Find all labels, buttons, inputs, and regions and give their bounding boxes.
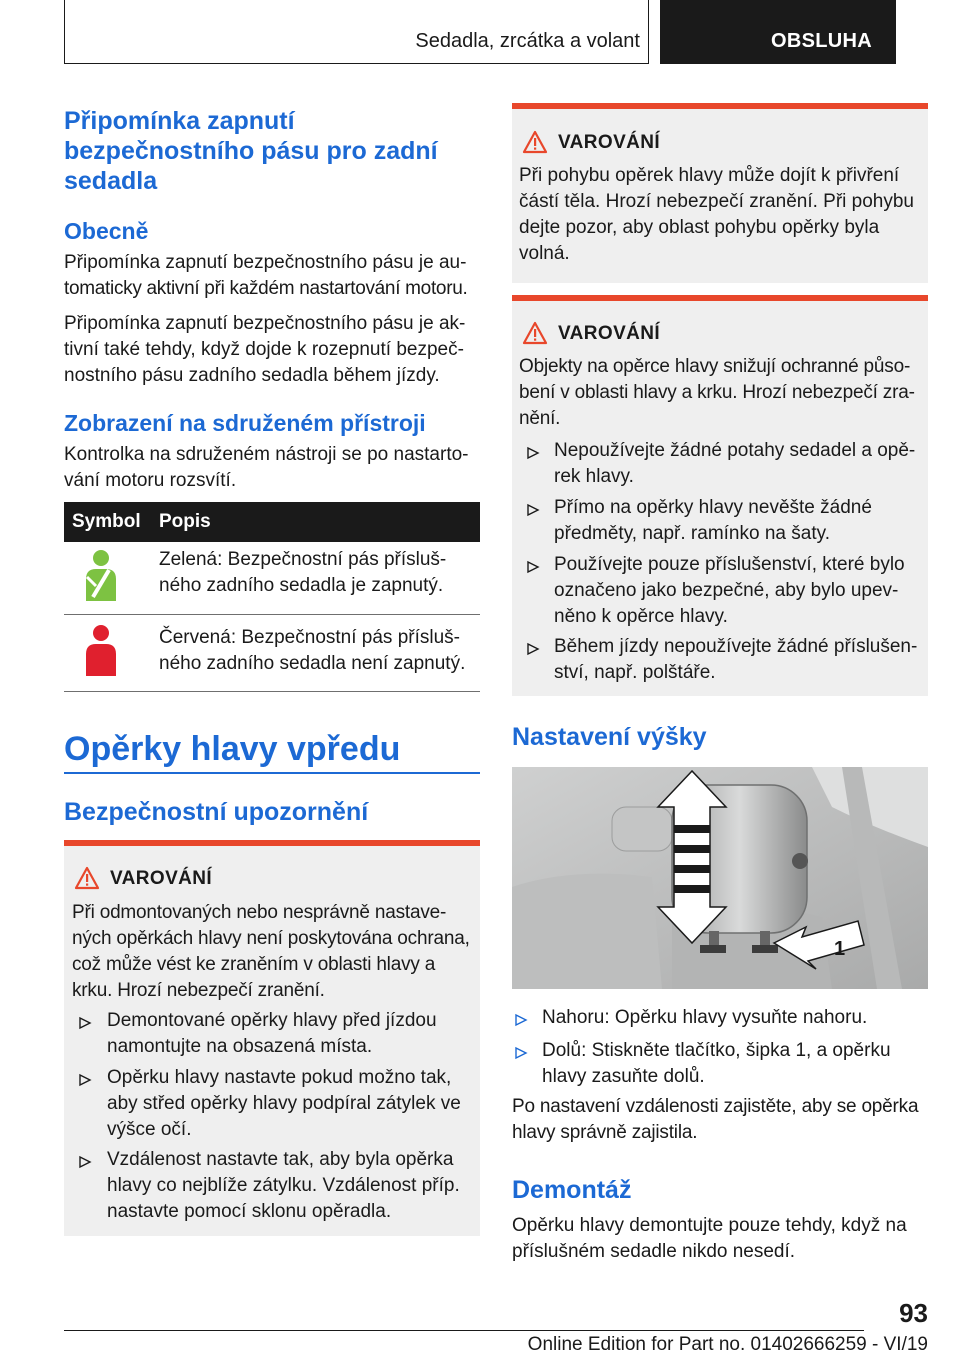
bullet-triangle-icon: [78, 1073, 92, 1087]
text-line: ných opěrkách hlavy není poskytována ochrana,: [72, 928, 470, 949]
text-line: nění.: [519, 408, 561, 429]
text-line: předměty, např. ramínko na šaty.: [554, 523, 830, 544]
text-line: krku. Hrozí nebezpečí zranění.: [72, 980, 325, 1001]
paragraph-removal: [512, 1213, 932, 1265]
paragraph-display: [64, 442, 484, 494]
warning-triangle-icon: [522, 130, 548, 154]
text-line: Používejte pouze příslušenství, které bylo: [554, 554, 905, 575]
text-line: ného zadního sedadla není zapnutý.: [159, 653, 466, 674]
text-line: hlavy co nejblíže zátylku. Vzdálenost příp.: [107, 1175, 460, 1196]
warning-title: VAROVÁNÍ: [110, 868, 213, 889]
chapter-underline: [64, 772, 480, 774]
warning-triangle-icon: [74, 866, 100, 890]
warning-triangle-icon: [522, 321, 548, 345]
warning-bullet-3: [107, 1147, 477, 1225]
symbol-table-header: [64, 502, 480, 542]
text-line: hlavy zasuňte dolů.: [542, 1066, 705, 1087]
text-line: což může vést ke zraněním v oblasti hlavy a: [72, 954, 436, 975]
text-line: tivní také tehdy, když dojde k rozepnutí bezpeč-: [64, 339, 464, 360]
table-row-red-desc: [159, 625, 479, 677]
text-line: příslušném sedadle nikdo nesedí.: [512, 1241, 796, 1262]
text-line: ství, např. polštáře.: [554, 662, 716, 683]
heading-general: Obecně: [64, 218, 149, 244]
section-title-seatbelt-reminder: [64, 106, 438, 196]
text-line: částí těla. Hrozí nebezpečí zranění. Při pohybu: [519, 191, 914, 212]
bullet-triangle-icon: [78, 1016, 92, 1030]
text-line: označeno jako bezpečné, aby bylo upev-: [554, 580, 899, 601]
title-line: Připomínka zapnutí: [64, 107, 295, 135]
footer-edition: Online Edition for Part no. 01402666259 - VI/19: [527, 1334, 928, 1355]
text-line: Červená: Bezpečnostní pás přísluš-: [159, 627, 460, 648]
warning-bullet-2: [107, 1065, 477, 1143]
heading-removal: Demontáž: [512, 1176, 632, 1204]
seatbelt-unfastened-icon: [84, 624, 118, 678]
heading-safety-notes: Bezpečnostní upozornění: [64, 798, 369, 826]
paragraph-general-1: [64, 250, 484, 302]
text-line: rek hlavy.: [554, 466, 634, 487]
title-line: sedadla: [64, 167, 158, 195]
warning-bullet-3: [554, 552, 926, 630]
header-section-title: Sedadla, zrcátka a volant: [415, 30, 640, 52]
text-line: tomaticky aktivní při každém nastartování motoru.: [64, 278, 468, 299]
bullet-triangle-icon: [514, 1013, 528, 1027]
text-line: hlavy správně zajistila.: [512, 1122, 698, 1143]
warning-title: VAROVÁNÍ: [558, 132, 661, 153]
text-line: něno k opěrce hlavy.: [554, 606, 728, 627]
heading-height-adjustment: Nastavení výšky: [512, 723, 707, 751]
warning-title: VAROVÁNÍ: [558, 323, 661, 344]
column-header-description: Popis: [159, 511, 211, 532]
text-line: výšce očí.: [107, 1119, 192, 1140]
text-line: nastavte pomocí sklonu opěradla.: [107, 1201, 392, 1222]
text-line: ného zadního sedadla je zapnutý.: [159, 575, 444, 596]
text-line: Demontované opěrky hlavy před jízdou: [107, 1010, 437, 1031]
text-line: Objekty na opěrce hlavy snižují ochranné půso-: [519, 356, 911, 377]
text-line: Zelená: Bezpečnostní pás přísluš-: [159, 549, 447, 570]
pointing-hand-icon: [896, 26, 920, 54]
text-line: vání motoru rozsvítí.: [64, 470, 237, 491]
warning-bullet-1: [554, 438, 926, 490]
warning-body: [519, 163, 925, 267]
bullet-triangle-icon: [526, 446, 540, 460]
text-line: Při odmontovaných nebo nesprávně nastave-: [72, 902, 447, 923]
text-line: volná.: [519, 243, 570, 264]
table-row-divider: [64, 691, 480, 692]
text-line: Po nastavení vzdálenosti zajistěte, aby se opěrka: [512, 1096, 919, 1117]
paragraph-general-2: [64, 311, 484, 389]
warning-bullet-2: [554, 495, 926, 547]
text-line: Vzdálenost nastavte tak, aby byla opěrka: [107, 1149, 454, 1170]
seatbelt-fastened-icon: [84, 549, 118, 603]
text-line: namontujte na obsazená místa.: [107, 1036, 373, 1057]
height-bullet-down: [542, 1038, 928, 1090]
text-line: Během jízdy nepoužívejte žádné příslušen-: [554, 636, 918, 657]
text-line: Opěrku hlavy nastavte pokud možno tak,: [107, 1067, 452, 1088]
table-row-green-desc: [159, 547, 479, 599]
text-line: dejte pozor, aby oblast pohybu opěrky byla: [519, 217, 880, 238]
page-number: 93: [899, 1298, 928, 1328]
bullet-triangle-icon: [526, 503, 540, 517]
bullet-triangle-icon: [526, 642, 540, 656]
title-line: bezpečnostního pásu pro zadní: [64, 137, 438, 165]
warning-bullet-4: [554, 634, 926, 686]
height-bullet-up: [542, 1005, 928, 1031]
bullet-triangle-icon: [526, 560, 540, 574]
warning-body: [519, 354, 925, 432]
text-line: Nepoužívejte žádné potahy sedadel a opě-: [554, 440, 916, 461]
text-line: Opěrku hlavy demontujte pouze tehdy, když na: [512, 1215, 907, 1236]
text-line: Připomínka zapnutí bezpečnostního pásu je au-: [64, 252, 467, 273]
text-line: nostního pásu zadního sedadla během jízdy.: [64, 365, 440, 386]
chapter-title-headrests: Opěrky hlavy vpředu: [64, 730, 401, 768]
bullet-triangle-icon: [78, 1155, 92, 1169]
footer-rule: [64, 1330, 864, 1331]
text-line: Nahoru: Opěrku hlavy vysuňte nahoru.: [542, 1007, 868, 1028]
heading-instrument-display: Zobrazení na sdruženém přístroji: [64, 410, 426, 436]
text-line: Přímo na opěrky hlavy nevěšte žádné: [554, 497, 872, 518]
warning-bullet-1: [107, 1008, 477, 1060]
paragraph-after-adjustment: [512, 1094, 932, 1146]
figure-callout-label: 1: [834, 938, 846, 960]
text-line: Připomínka zapnutí bezpečnostního pásu je ak-: [64, 313, 466, 334]
text-line: aby střed opěrky hlavy podpíral zátylek ve: [107, 1093, 461, 1114]
text-line: Při pohybu opěrek hlavy může dojít k přivření: [519, 165, 900, 186]
header-tab-label: OBSLUHA: [771, 30, 872, 52]
text-line: Kontrolka na sdruženém nástroji se po nastarto-: [64, 444, 469, 465]
text-line: bení v oblasti hlavy a krku. Hrozí nebezpečí zra-: [519, 382, 915, 403]
warning-body: [72, 900, 478, 1004]
bullet-triangle-icon: [514, 1046, 528, 1060]
table-row-divider: [64, 614, 480, 615]
column-header-symbol: Symbol: [72, 511, 141, 532]
text-line: Dolů: Stiskněte tlačítko, šipka 1, a opěrku: [542, 1040, 891, 1061]
headrest-illustration: [512, 767, 928, 989]
